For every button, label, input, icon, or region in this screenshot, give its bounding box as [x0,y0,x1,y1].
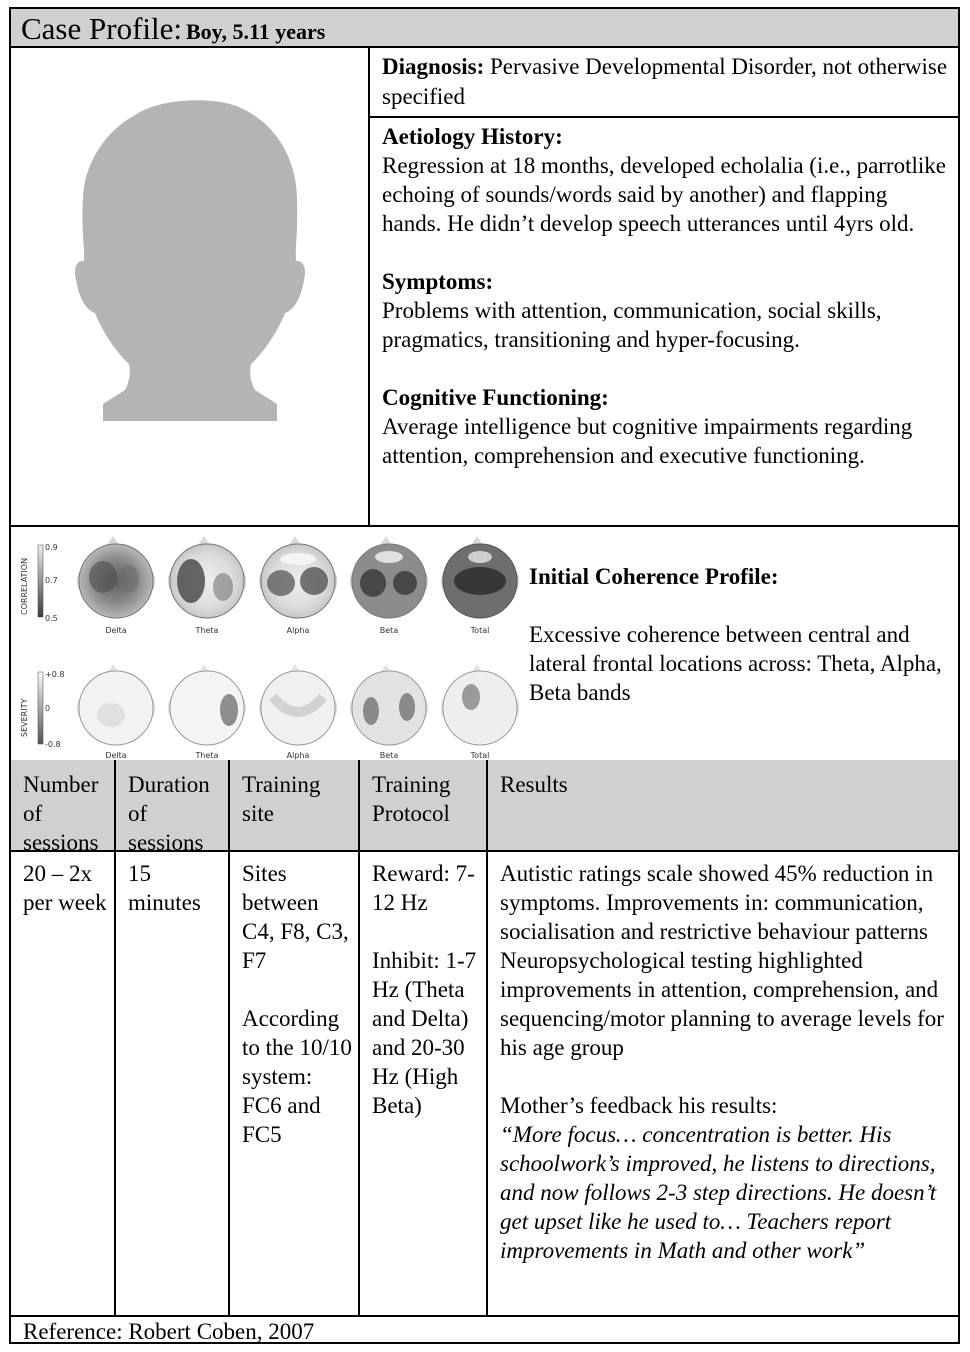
column-divider [358,760,360,1317]
band-label-total-top: Total [470,626,490,635]
correlation-scale-bar [38,545,43,617]
cell-training-protocol [360,852,488,1317]
cognitive-text: Average intelligence but cognitive impairments regarding attention, comprehension and executive functioning. [382,414,913,468]
reference-footer: Reference: Robert Coben, 2007 [11,1315,958,1342]
band-label-beta-top: Beta [379,626,399,635]
head-map-alpha-severity [259,664,337,745]
band-label-delta-top: Delta [105,626,127,635]
photo-cell [11,48,370,527]
coherence-profile [529,562,959,707]
cell-number-of-sessions: 20 – 2x per week [23,861,107,915]
header-training-site: Training site [242,772,321,826]
protocol-reward: Reward: 7-12 Hz [372,861,475,915]
column-divider [486,760,488,1317]
cognitive-label: Cognitive Functioning: [382,385,609,410]
head-map-theta-correlation [168,536,246,618]
head-map-theta-severity [168,664,246,745]
cell-results [488,852,960,1317]
head-map-beta-severity [350,664,428,745]
avatar-silhouette-icon [11,48,368,527]
severity-axis-label: SEVERITY [20,698,29,737]
band-label-theta-bottom: Theta [195,751,219,760]
correlation-tick-low: 0.5 [45,614,58,623]
band-label-beta-bottom: Beta [379,751,399,760]
protocol-inhibit: Inhibit: 1-7 Hz (Theta and Delta) and 20-30 Hz (High Beta) [372,948,477,1118]
training-site-primary: Sites between C4, F8, C3, F7 [242,861,349,973]
results-rating-scale: Autistic ratings scale showed 45% reduction in symptoms. Improvements in: communication, socialisation and restrictive behaviour patterns [500,861,934,944]
band-label-theta-top: Theta [195,626,219,635]
case-profile-header [11,9,958,48]
column-divider [114,760,116,1317]
head-map-total-correlation [441,536,519,618]
table-body-row [11,852,958,1317]
symptoms-label: Symptoms: [382,269,494,294]
head-map-delta-correlation [77,536,155,618]
severity-tick-high: +0.8 [45,670,65,679]
coherence-text: Excessive coherence between central and lateral frontal locations across: Theta, Alpha, Beta bands [529,622,942,705]
header-number-of-sessions: Number of sessions [23,772,99,855]
results-mother-quote: “More focus… concentration is better. His schoolwork’s improved, he listens to directions, and now follows 2-3 step directions. He doesn’t get upset like he used to… Teachers report improvements in Math and other work” [500,1122,937,1263]
training-site-1010: According to the 10/10 system: FC6 and FC5 [242,1006,352,1147]
eeg-section [11,525,958,762]
band-label-alpha-top: Alpha [286,626,310,635]
band-label-total-bottom: Total [470,751,490,760]
eeg-topographic-maps [11,527,523,762]
diagnosis-text: Pervasive Developmental Disorder, not otherwise specified [382,54,948,109]
symptoms-text: Problems with attention, communication, social skills, pragmatics, transitioning and hyper-focusing. [382,298,882,352]
column-divider [228,760,230,1317]
header-duration-of-sessions: Duration of sessions [128,772,210,855]
severity-scale-bar [38,672,43,744]
head-map-alpha-correlation [259,536,337,618]
results-mother-feedback-label: Mother’s feedback his results: [500,1093,778,1118]
cell-duration-of-sessions: 15 minutes [128,861,201,915]
table-header-row [11,760,958,855]
band-label-alpha-bottom: Alpha [286,751,310,760]
head-map-total-severity [441,664,519,745]
diagnosis-cell [370,48,958,118]
band-label-delta-bottom: Delta [105,751,127,760]
case-profile-title: Case Profile: [21,11,182,46]
severity-tick-low: -0.8 [45,740,61,749]
head-map-beta-correlation [350,536,428,618]
aetiology-text: Regression at 18 months, developed echolalia (i.e., parrotlike echoing of sounds/words said by another) and flapping hands. He didn’t develop speech utterances until 4yrs old. [382,153,946,236]
correlation-axis-label: CORRELATION [20,557,29,615]
severity-tick-mid: 0 [45,704,51,713]
correlation-tick-mid: 0.7 [45,576,58,585]
diagnosis-label: Diagnosis: [382,54,485,79]
aetiology-label: Aetiology History: [382,124,563,149]
case-profile-document [9,7,960,1344]
coherence-title: Initial Coherence Profile: [529,564,779,589]
results-neuropsych: Neuropsychological testing highlighted improvements in attention, comprehension, and sequencing/motor planning to average levels for his age group [500,948,944,1060]
head-map-delta-severity [77,664,155,745]
cell-training-site [230,852,360,1317]
header-training-protocol: Training Protocol [372,772,451,826]
header-results: Results [500,772,568,797]
history-cell [370,118,958,527]
correlation-tick-high: 0.9 [45,543,58,552]
case-profile-subtitle: Boy, 5.11 years [186,19,326,44]
